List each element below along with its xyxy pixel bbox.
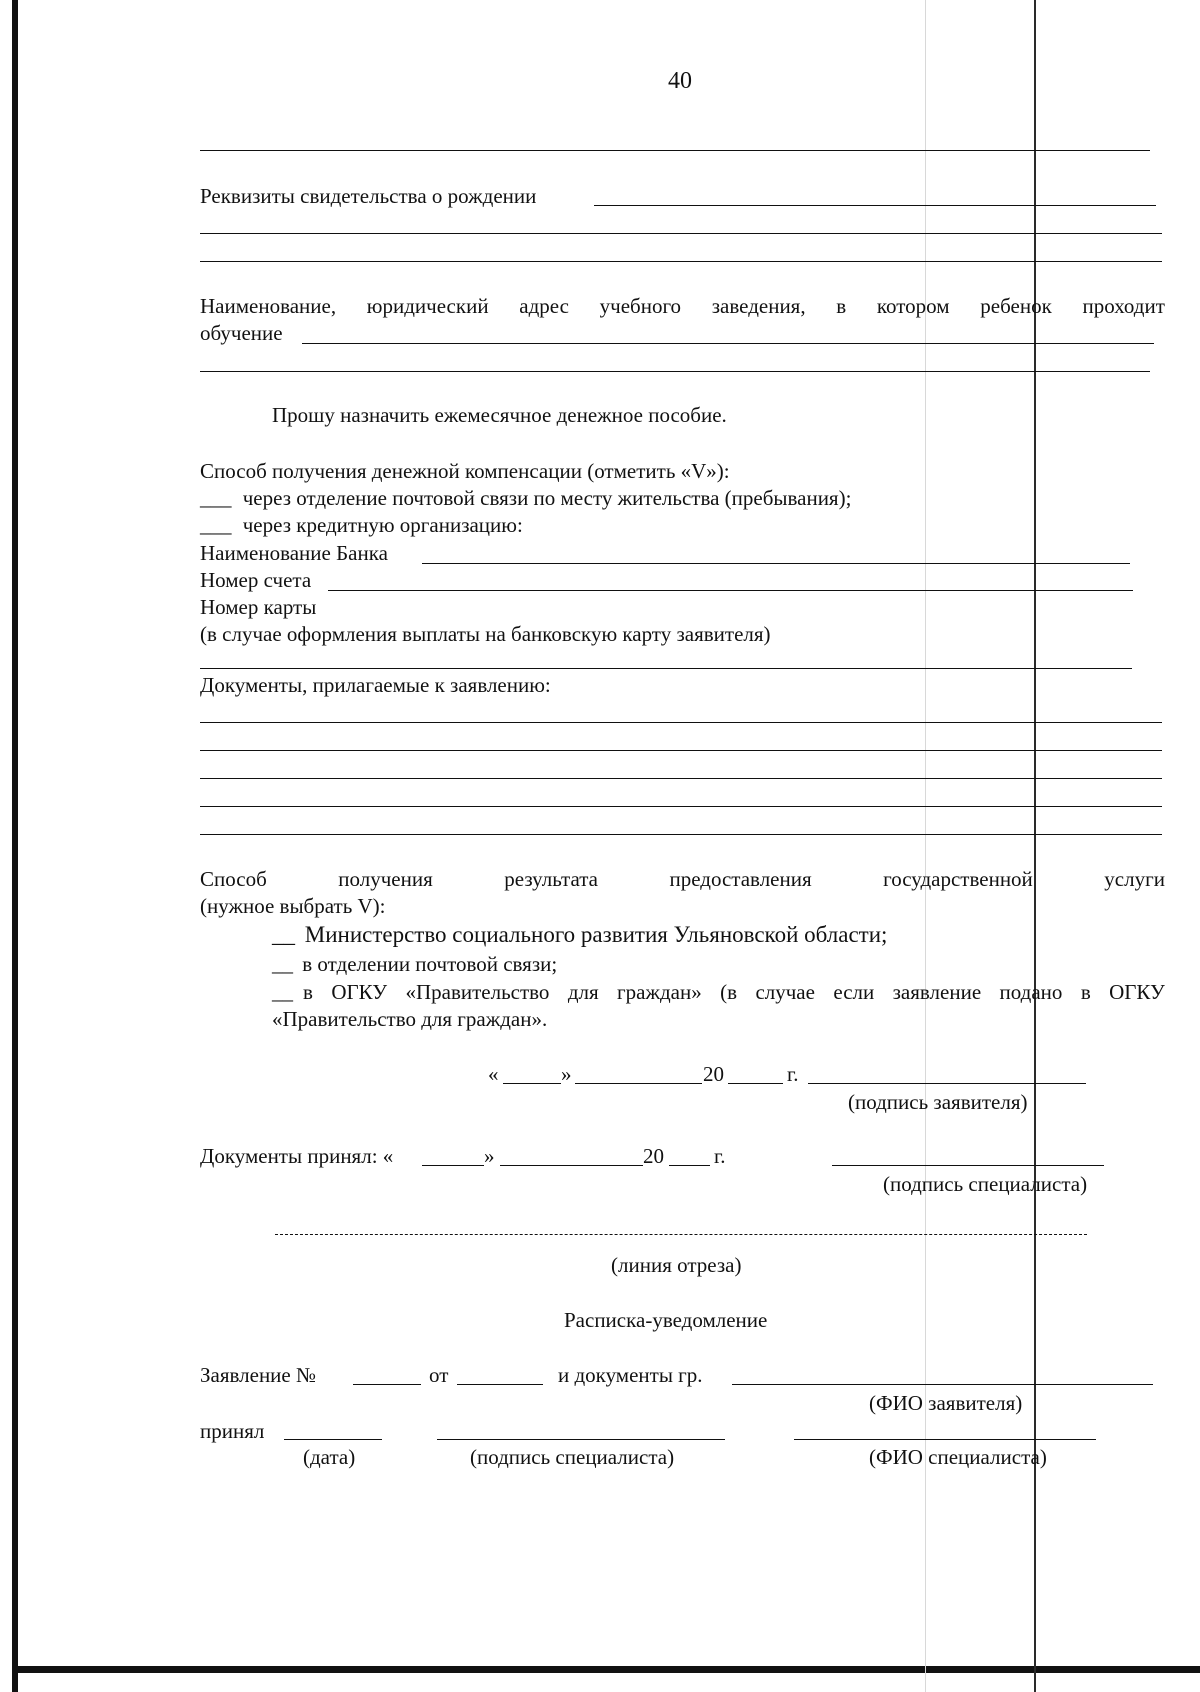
account-field[interactable] bbox=[328, 590, 1133, 591]
option-post-office-label: в отделении почтовой связи; bbox=[302, 952, 558, 976]
payment-heading: Способ получения денежной компенсации (отметить «V»): bbox=[200, 459, 730, 483]
bank-name-label: Наименование Банка bbox=[200, 541, 388, 565]
school-field-line-2[interactable] bbox=[200, 371, 1150, 372]
school-field[interactable] bbox=[302, 343, 1154, 344]
accepted-year-suffix: г. bbox=[714, 1144, 726, 1168]
receipt-date-field[interactable] bbox=[284, 1439, 382, 1440]
option-post-label: через отделение почтовой связи по месту жительства (пребывания); bbox=[242, 486, 852, 510]
attached-docs-line-3[interactable] bbox=[200, 778, 1162, 779]
option-ogku-label-line-1: в ОГКУ «Правительство для граждан» (в случае если заявление подано в ОГКУ bbox=[303, 980, 1165, 1004]
account-label: Номер счета bbox=[200, 568, 312, 592]
result-heading-line-2: (нужное выбрать V): bbox=[200, 894, 386, 918]
payment-option-bank[interactable] bbox=[200, 512, 523, 538]
attached-docs-line-1[interactable] bbox=[200, 722, 1162, 723]
page-number: 40 bbox=[668, 68, 692, 94]
receipt-application-no-field[interactable] bbox=[353, 1384, 421, 1385]
birth-cert-field-line-3[interactable] bbox=[200, 261, 1162, 262]
checkbox-blank[interactable]: __ bbox=[272, 952, 293, 976]
applicant-date-close-quote: » bbox=[561, 1062, 572, 1086]
bank-name-field[interactable] bbox=[422, 563, 1130, 564]
checkbox-blank[interactable]: __ bbox=[272, 980, 293, 1004]
applicant-date-month-field[interactable] bbox=[575, 1083, 702, 1084]
attached-docs-label: Документы, прилагаемые к заявлению: bbox=[200, 673, 551, 697]
receipt-specialist-name-field[interactable] bbox=[794, 1439, 1096, 1440]
applicant-date-year-field[interactable] bbox=[728, 1083, 783, 1084]
accepted-close-quote: » bbox=[484, 1144, 495, 1168]
result-heading-line-1: Способ получения результата предоставления государственной услуги bbox=[200, 867, 1165, 891]
receipt-specialist-sign-field[interactable] bbox=[437, 1439, 725, 1440]
applicant-signature-caption: (подпись заявителя) bbox=[848, 1090, 1028, 1114]
card-field[interactable] bbox=[200, 668, 1132, 669]
cut-line bbox=[275, 1234, 1087, 1235]
accepted-label: Документы принял: « bbox=[200, 1144, 394, 1168]
applicant-date-year-suffix: г. bbox=[787, 1062, 799, 1086]
birth-cert-label: Реквизиты свидетельства о рождении bbox=[200, 184, 537, 208]
receipt-application-no-label: Заявление № bbox=[200, 1363, 317, 1387]
result-option-ogku[interactable] bbox=[272, 979, 293, 1005]
accepted-year-field[interactable] bbox=[669, 1165, 710, 1166]
applicant-date-open-quote: « bbox=[488, 1062, 499, 1086]
receipt-from-label: от bbox=[429, 1363, 449, 1387]
school-label-line-2: обучение bbox=[200, 321, 283, 345]
top-rule bbox=[200, 150, 1150, 151]
receipt-specialist-name-caption: (ФИО специалиста) bbox=[869, 1445, 1047, 1469]
accepted-signature-field[interactable] bbox=[832, 1165, 1104, 1166]
request-text: Прошу назначить ежемесячное денежное пособие. bbox=[272, 403, 727, 427]
attached-docs-line-2[interactable] bbox=[200, 750, 1162, 751]
receipt-specialist-sign-caption: (подпись специалиста) bbox=[470, 1445, 675, 1469]
attached-docs-line-5[interactable] bbox=[200, 834, 1162, 835]
scan-border-bottom bbox=[12, 1666, 1200, 1673]
school-label-line-1: Наименование, юридический адрес учебного заведения, в котором ребенок проходит bbox=[200, 294, 1165, 318]
receipt-from-date-field[interactable] bbox=[457, 1384, 543, 1385]
checkbox-blank[interactable]: ___ bbox=[200, 513, 232, 537]
option-bank-label: через кредитную организацию: bbox=[242, 513, 523, 537]
receipt-docs-of-label: и документы гр. bbox=[558, 1363, 703, 1387]
result-option-post[interactable] bbox=[272, 951, 557, 977]
birth-cert-field[interactable] bbox=[594, 205, 1156, 206]
checkbox-blank[interactable]: __ bbox=[272, 922, 295, 947]
card-label: Номер карты bbox=[200, 595, 317, 619]
accepted-signature-caption: (подпись специалиста) bbox=[883, 1172, 1088, 1196]
applicant-signature-field[interactable] bbox=[808, 1083, 1086, 1084]
payment-option-post[interactable] bbox=[200, 485, 851, 511]
receipt-title: Расписка-уведомление bbox=[564, 1308, 768, 1332]
receipt-date-caption: (дата) bbox=[303, 1445, 356, 1469]
checkbox-blank[interactable]: ___ bbox=[200, 486, 232, 510]
applicant-date-year-prefix: 20 bbox=[703, 1062, 724, 1086]
receipt-applicant-name-field[interactable] bbox=[732, 1384, 1153, 1385]
applicant-date-day-field[interactable] bbox=[503, 1083, 561, 1084]
receipt-accepted-label: принял bbox=[200, 1419, 265, 1443]
option-ministry-label: Министерство социального развития Ульяновской области; bbox=[304, 922, 888, 947]
result-option-ministry[interactable] bbox=[272, 921, 887, 950]
accepted-day-field[interactable] bbox=[422, 1165, 484, 1166]
scan-border-left bbox=[12, 0, 18, 1692]
birth-cert-field-line-2[interactable] bbox=[200, 233, 1162, 234]
accepted-year-prefix: 20 bbox=[643, 1144, 664, 1168]
receipt-applicant-name-caption: (ФИО заявителя) bbox=[869, 1391, 1023, 1415]
cut-line-caption: (линия отреза) bbox=[611, 1253, 742, 1277]
accepted-month-field[interactable] bbox=[500, 1165, 643, 1166]
option-ogku-label-line-2: «Правительство для граждан». bbox=[272, 1007, 548, 1031]
card-note: (в случае оформления выплаты на банковскую карту заявителя) bbox=[200, 622, 771, 646]
attached-docs-line-4[interactable] bbox=[200, 806, 1162, 807]
